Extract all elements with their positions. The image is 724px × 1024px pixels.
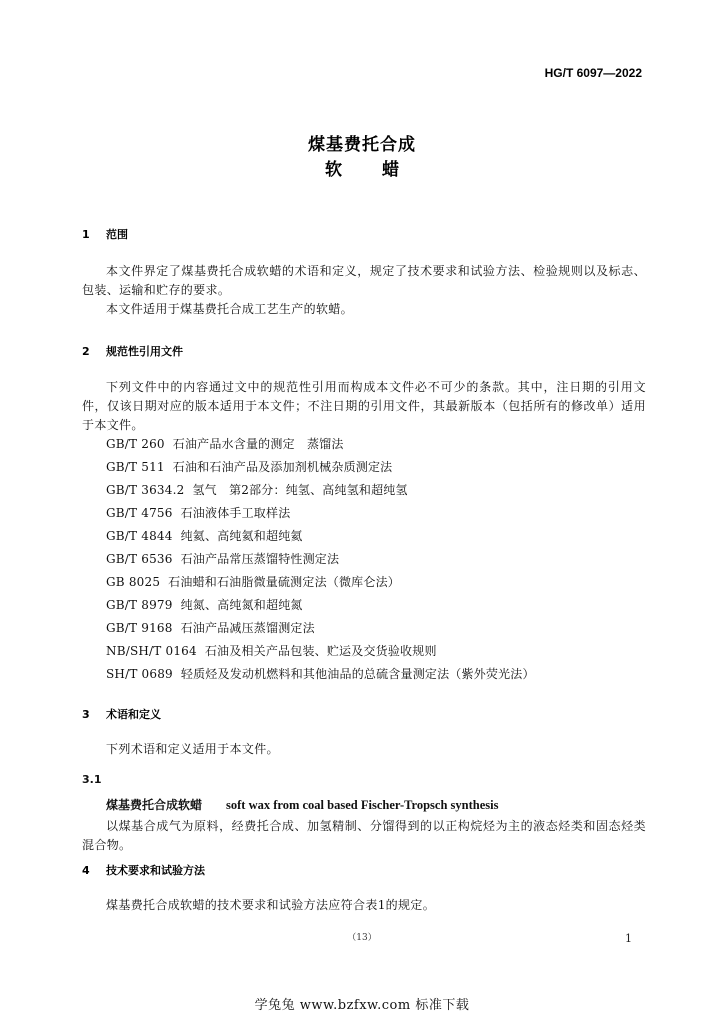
- term-entry: [106, 796, 498, 813]
- section-4-heading: [82, 862, 205, 878]
- subtitle-char-2: 蜡: [382, 160, 399, 180]
- document-subtitle: [0, 155, 724, 180]
- section-title: 范围: [106, 228, 128, 241]
- reference-title: 石油及相关产品包装、贮运及交货验收规则: [204, 644, 437, 658]
- reference-code: GB/T 511: [106, 460, 165, 474]
- section-number: 2: [82, 345, 90, 358]
- section-1-heading: [82, 226, 128, 242]
- reference-title: 石油和石油产品及添加剂机械杂质测定法: [172, 460, 393, 474]
- watermark-text: 学兔兔 www.bzfxw.com 标准下载: [254, 998, 470, 1013]
- section-2-heading: [82, 343, 183, 359]
- section-3-heading: [82, 706, 161, 722]
- reference-title: 石油液体手工取样法: [180, 506, 291, 520]
- document-title: 煤基费托合成: [308, 135, 416, 155]
- reference-item: [106, 481, 408, 498]
- reference-code: GB 8025: [106, 575, 161, 589]
- section-1-paragraph-2: 本文件适用于煤基费托合成工艺生产的软蜡。: [106, 302, 354, 316]
- reference-item: [106, 619, 315, 636]
- section-title: 术语和定义: [106, 708, 161, 721]
- reference-code: GB/T 6536: [106, 552, 173, 566]
- reference-code: NB/SH/T 0164: [106, 644, 197, 658]
- subsection-number: 3.1: [82, 773, 102, 786]
- section-1-paragraph-1: 本文件界定了煤基费托合成软蜡的术语和定义，规定了技术要求和试验方法、检验规则以及标志、包装、运输和贮存的要求。: [82, 264, 646, 297]
- standard-code: HG/T 6097—2022: [544, 66, 642, 80]
- reference-code: GB/T 8979: [106, 598, 173, 612]
- reference-title: 氢气 第2部分：纯氢、高纯氢和超纯氢: [192, 483, 408, 497]
- reference-title: 纯氮、高纯氮和超纯氮: [180, 598, 303, 612]
- reference-item: [106, 573, 400, 590]
- reference-item: [106, 435, 344, 452]
- section-3-paragraph-1: 下列术语和定义适用于本文件。: [106, 742, 279, 756]
- reference-item: [106, 527, 303, 544]
- subtitle-char-1: 软: [325, 160, 342, 180]
- reference-item: [106, 665, 535, 682]
- section-number: 4: [82, 864, 90, 877]
- section-title: 技术要求和试验方法: [106, 864, 205, 877]
- term-definition: 以煤基合成气为原料，经费托合成、加氢精制、分馏得到的以正构烷烃为主的液态烃类和固态烃类混合物。: [82, 819, 646, 852]
- reference-item: [106, 458, 392, 475]
- reference-title: 纯氦、高纯氦和超纯氦: [180, 529, 303, 543]
- reference-item: [106, 642, 437, 659]
- reference-title: 轻质烃及发动机燃料和其他油品的总硫含量测定法（紫外荧光法）: [180, 667, 535, 681]
- page-info: （13）: [347, 933, 377, 943]
- section-number: 3: [82, 708, 90, 721]
- section-title: 规范性引用文件: [106, 345, 183, 358]
- reference-title: 石油产品减压蒸馏测定法: [180, 621, 315, 635]
- section-number: 1: [82, 228, 90, 241]
- section-2-paragraph-1: 下列文件中的内容通过文中的规范性引用而构成本文件必不可少的条款。其中，注日期的引用文件，仅该日期对应的版本适用于本文件；不注日期的引用文件，其最新版本（包括所有的修改单）适用于本文件。: [82, 380, 646, 432]
- term-chinese: 煤基费托合成软蜡: [106, 798, 203, 812]
- reference-item: [106, 504, 290, 521]
- reference-code: SH/T 0689: [106, 667, 173, 681]
- reference-code: GB/T 3634.2: [106, 483, 185, 497]
- reference-item: [106, 596, 303, 613]
- reference-code: GB/T 260: [106, 437, 165, 451]
- reference-code: GB/T 4844: [106, 529, 173, 543]
- term-english: soft wax from coal based Fischer-Tropsch synthesis: [226, 798, 499, 812]
- page-number: 1: [625, 932, 632, 945]
- reference-title: 石油蜡和石油脂微量硫测定法（微库仑法）: [168, 575, 400, 589]
- reference-title: 石油产品常压蒸馏特性测定法: [180, 552, 340, 566]
- reference-code: GB/T 4756: [106, 506, 173, 520]
- section-4-paragraph-1: 煤基费托合成软蜡的技术要求和试验方法应符合表1的规定。: [106, 898, 436, 912]
- reference-code: GB/T 9168: [106, 621, 173, 635]
- reference-item: [106, 550, 339, 567]
- reference-title: 石油产品水含量的测定 蒸馏法: [172, 437, 344, 451]
